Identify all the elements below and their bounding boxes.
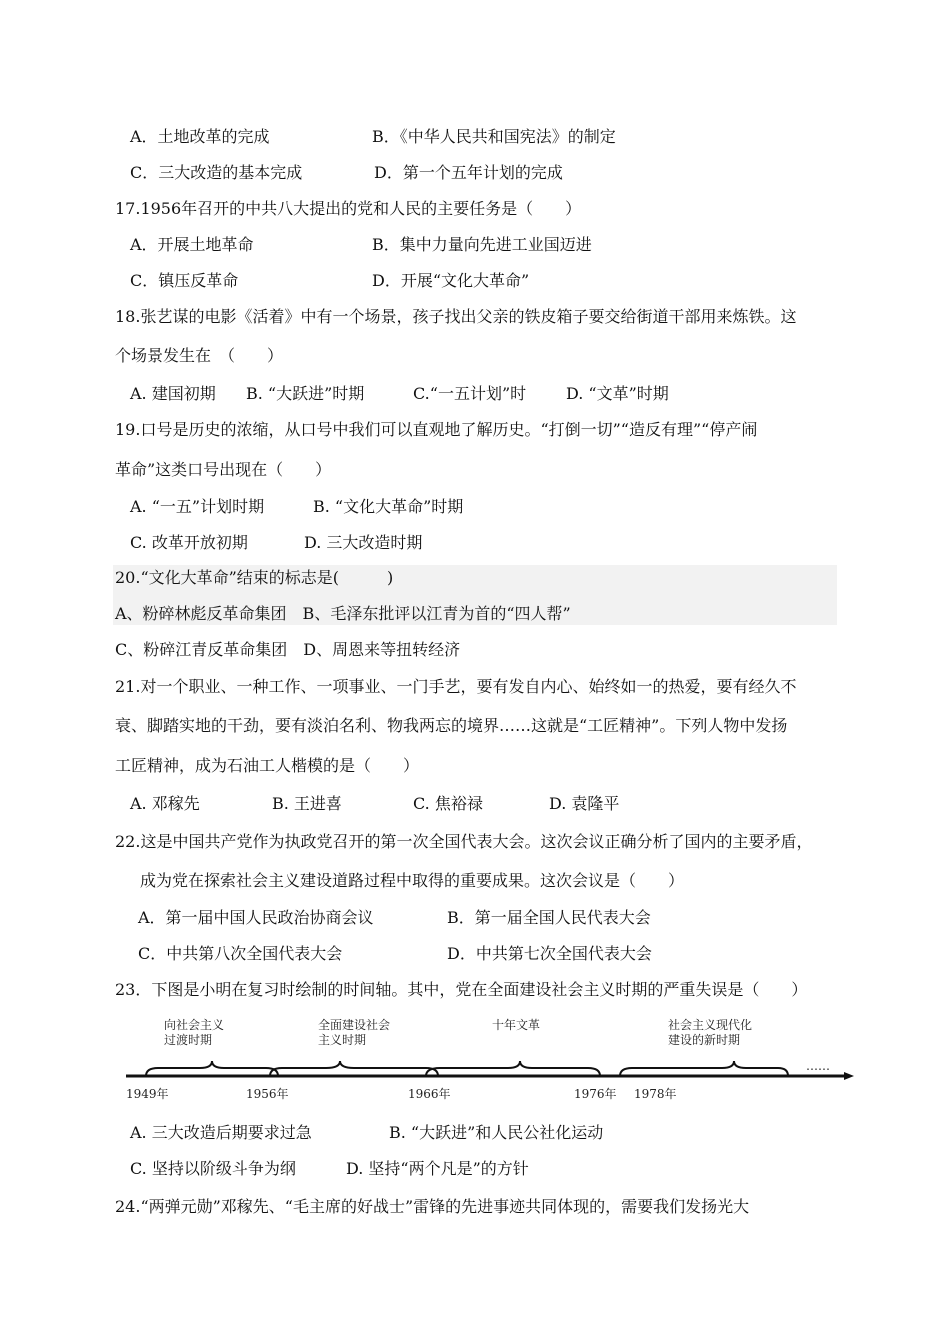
timeline-ellipsis: …… <box>806 1059 830 1073</box>
brace-1978-onward <box>620 1061 788 1076</box>
year-label-1949: 1949年 <box>126 1087 169 1101</box>
period-label-2-line2: 主义时期 <box>318 1033 367 1047</box>
q20-stem: 20.“文化大革命”结束的标志是( ) <box>115 568 394 587</box>
timeline-arrow <box>844 1072 854 1080</box>
q19-option-d: D. 三大改造时期 <box>304 533 423 552</box>
q20-options-ab: A、粉碎林彪反革命集团 B、毛泽东批评以江青为首的“四人帮” <box>115 604 571 623</box>
q22-stem-line1: 22.这是中国共产党作为执政党召开的第一次全国代表大会。这次会议正确分析了国内的主要矛盾， <box>115 832 813 851</box>
q24-stem: 24.“两弹元勋”邓稼先、“毛主席的好战士”雷锋的先进事迹共同体现的，需要我们发扬光大 <box>115 1197 750 1216</box>
year-label-1966: 1966年 <box>408 1087 451 1101</box>
q16-option-c: C．三大改造的基本完成 <box>130 163 303 182</box>
q16-option-a: A．土地改革的完成 <box>130 127 270 146</box>
period-label-3: 十年文革 <box>492 1018 541 1032</box>
period-label-4-line2: 建设的新时期 <box>668 1033 741 1047</box>
q23-option-d: D. 坚持“两个凡是”的方针 <box>346 1159 529 1178</box>
q17-option-a: A．开展土地革命 <box>130 235 254 254</box>
q23-option-a: A. 三大改造后期要求过急 <box>130 1123 312 1142</box>
q16-option-d: D．第一个五年计划的完成 <box>374 163 563 182</box>
brace-1966-1976 <box>426 1061 600 1076</box>
period-label-2-line1: 全面建设社会 <box>318 1018 391 1032</box>
q16-option-b: B．《中华人民共和国宪法》的制定 <box>372 127 616 146</box>
q21-option-a: A. 邓稼先 <box>130 794 200 813</box>
q21-stem-line3: 工匠精神，成为石油工人楷模的是（ ） <box>115 756 420 775</box>
timeline-diagram <box>118 1012 858 1104</box>
period-label-4-line1: 社会主义现代化 <box>668 1018 753 1032</box>
brace-1949-1956 <box>146 1061 278 1076</box>
q18-option-b: B. “大跃进”时期 <box>246 384 365 403</box>
q21-option-b: B. 王进喜 <box>272 794 342 813</box>
year-label-1976: 1976年 <box>574 1087 617 1101</box>
q21-stem-line2: 衰、脚踏实地的干劲，要有淡泊名利、物我两忘的境界……这就是“工匠精神”。下列人物中发扬 <box>115 716 788 735</box>
q23-option-b: B. “大跃进”和人民公社化运动 <box>389 1123 604 1142</box>
q22-option-d: D．中共第七次全国代表大会 <box>447 944 652 963</box>
q20-options-cd: C、粉碎江青反革命集团 D、周恩来等扭转经济 <box>115 640 461 659</box>
q21-stem-line1: 21.对一个职业、一种工作、一项事业、一门手艺，要有发自内心、始终如一的热爱，要有经久不 <box>115 677 797 696</box>
q19-option-a: A. “一五”计划时期 <box>130 497 265 516</box>
q18-option-a: A. 建国初期 <box>130 384 216 403</box>
q18-stem-line1: 18.张艺谋的电影《活着》中有一个场景，孩子找出父亲的铁皮箱子要交给街道干部用来炼铁。这 <box>115 307 797 326</box>
q21-option-d: D. 袁隆平 <box>549 794 620 813</box>
q17-stem: 17.1956年召开的中共八大提出的党和人民的主要任务是（ ） <box>115 199 582 218</box>
period-label-1-line1: 向社会主义 <box>164 1018 225 1032</box>
period-label-1-line2: 过渡时期 <box>164 1033 213 1047</box>
q19-option-c: C. 改革开放初期 <box>130 533 248 552</box>
q19-stem-line1: 19.口号是历史的浓缩，从口号中我们可以直观地了解历史。“打倒一切”“造反有理”“停产闹 <box>115 420 758 439</box>
q17-option-b: B．集中力量向先进工业国迈进 <box>372 235 592 254</box>
q18-stem-line2: 个场景发生在 （ ） <box>115 346 284 365</box>
q22-option-c: C．中共第八次全国代表大会 <box>138 944 343 963</box>
q17-option-c: C．镇压反革命 <box>130 271 239 290</box>
q21-option-c: C. 焦裕禄 <box>413 794 483 813</box>
q19-option-b: B. “文化大革命”时期 <box>313 497 464 516</box>
q22-stem-line2: 成为党在探索社会主义建设道路过程中取得的重要成果。这次会议是（ ） <box>140 871 685 890</box>
q22-option-a: A．第一届中国人民政治协商会议 <box>138 908 374 927</box>
q17-option-d: D．开展“文化大革命” <box>372 271 530 290</box>
q19-stem-line2: 革命”这类口号出现在（ ） <box>115 460 332 479</box>
q18-option-c: C.“一五计划”时 <box>413 384 527 403</box>
q22-option-b: B．第一届全国人民代表大会 <box>447 908 651 927</box>
year-label-1956: 1956年 <box>246 1087 289 1101</box>
year-label-1978: 1978年 <box>634 1087 677 1101</box>
q18-option-d: D. “文革”时期 <box>566 384 669 403</box>
q23-option-c: C. 坚持以阶级斗争为纲 <box>130 1159 296 1178</box>
brace-1956-1966 <box>270 1061 438 1076</box>
q23-stem: 23．下图是小明在复习时绘制的时间轴。其中，党在全面建设社会主义时期的严重失误是（ ） <box>115 980 808 999</box>
